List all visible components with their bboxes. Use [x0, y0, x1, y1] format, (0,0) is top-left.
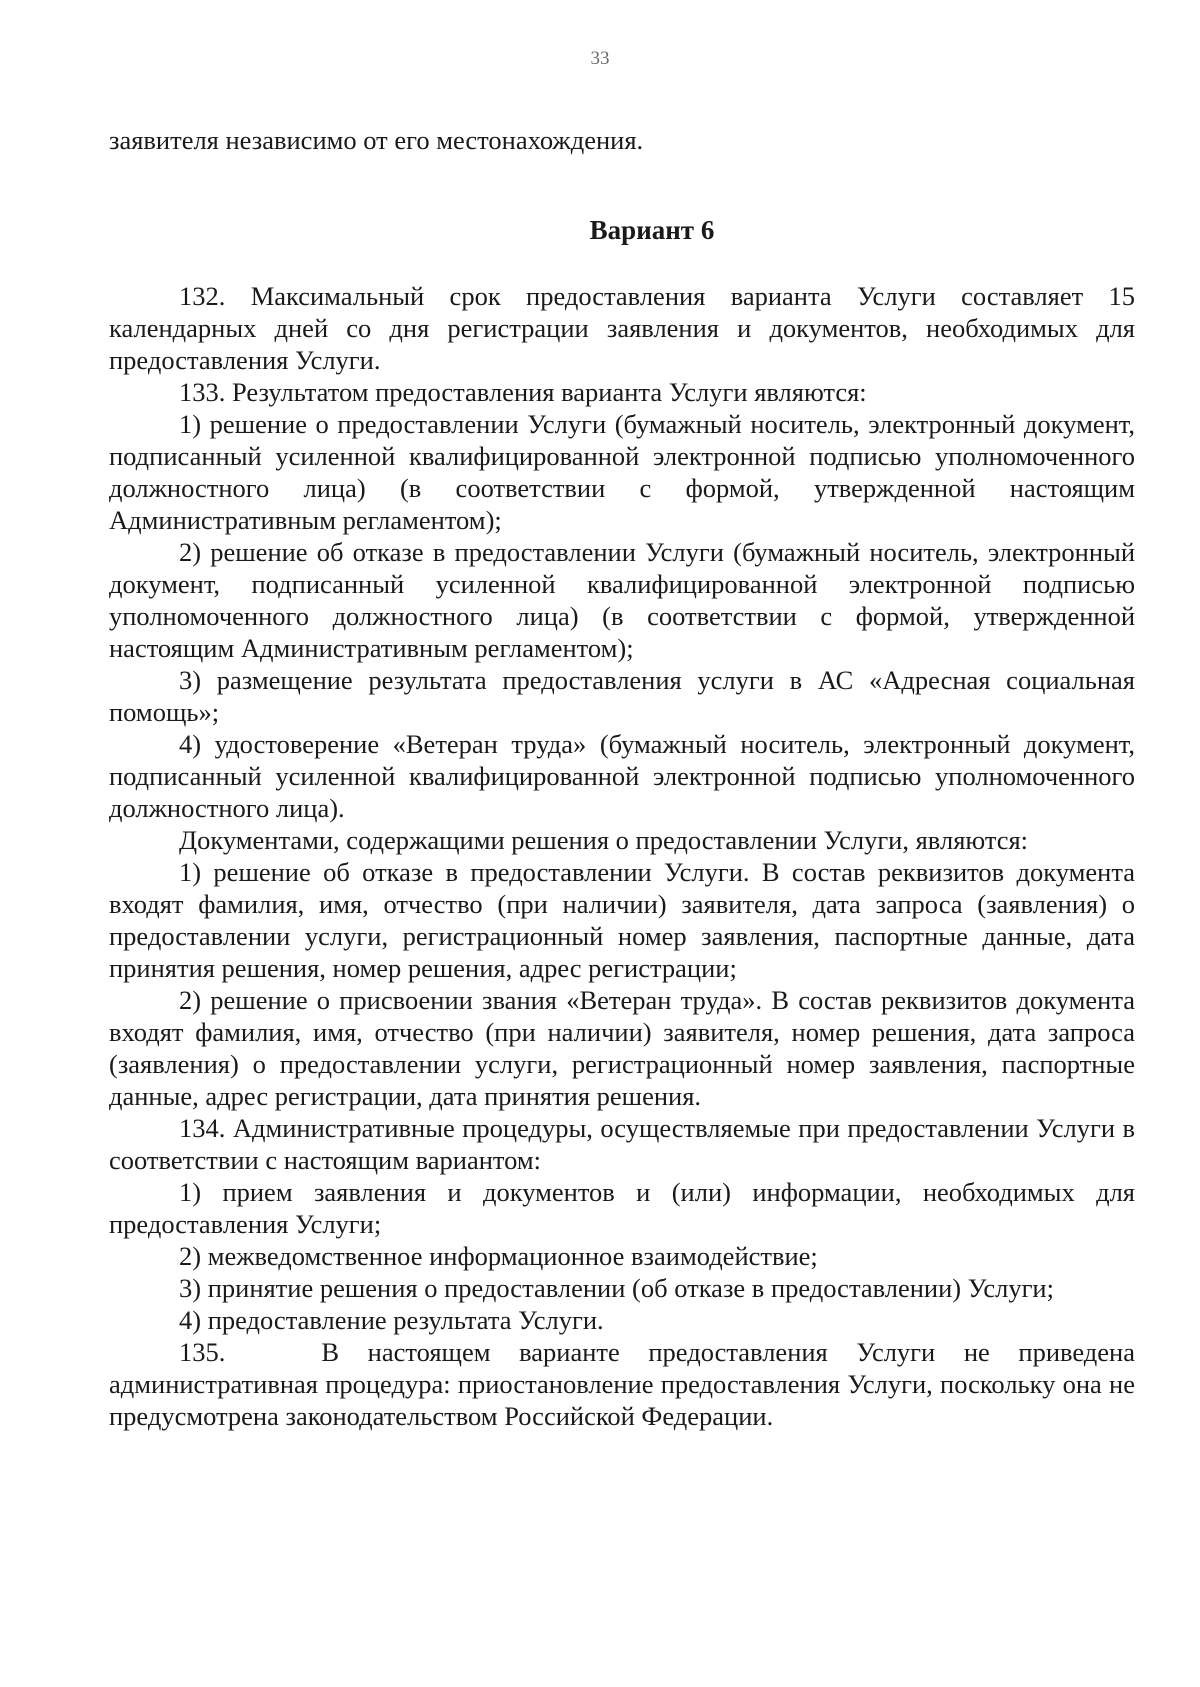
paragraph-133-item-1: 1) решение о предоставлении Услуги (бумажный носитель, электронный документ, подписанный усиленной квалифицированной электронной подписью уполномоченного должностного лица) (в соответствии с формой, утвержденной настоящим Административным регламентом); [109, 409, 1135, 535]
documents-intro: Документами, содержащими решения о предоставлении Услуги, являются: [179, 825, 1029, 855]
paragraph-133-item-2: 2) решение об отказе в предоставлении Услуги (бумажный носитель, электронный документ, подписанный усиленной квалифицированной электронной подписью уполномоченного должностного лица) (в соответствии с формой, утвержденной настоящим Административным регламентом); [109, 537, 1135, 663]
paragraph-134-item-3: 3) принятие решения о предоставлении (об отказе в предоставлении) Услуги; [179, 1273, 1054, 1303]
documents-item-2: 2) решение о присвоении звания «Ветеран труда». В состав реквизитов документа входят фамилия, имя, отчество (при наличии) заявителя, номер решения, дата запроса (заявления) о предоставлении услуги, регистрационный номер заявления, паспортные данные, адрес регистрации, дата принятия решения. [109, 985, 1135, 1111]
paragraph-135-text: В настоящем варианте предоставления Услуги не приведена административная процедура: приостановление предоставления Услуги, поскольку она не предусмотрена законодательством Российской Федерации. [109, 1337, 1135, 1431]
paragraph-134-item-2: 2) межведомственное информационное взаимодействие; [179, 1241, 818, 1271]
paragraph-135-number: 135. [179, 1337, 226, 1367]
paragraph-132: 132. Максимальный срок предоставления варианта Услуги составляет 15 календарных дней со дня регистрации заявления и документов, необходимых для предоставления Услуги. [109, 281, 1135, 375]
section-heading: Вариант 6 [589, 215, 715, 245]
paragraph-135 [109, 1336, 1135, 1432]
document-body [109, 124, 1135, 1432]
paragraph-133-item-4: 4) удостоверение «Ветеран труда» (бумажный носитель, электронный документ, подписанный усиленной квалифицированной электронной подписью уполномоченного должностного лица). [109, 729, 1135, 823]
paragraph-133: 133. Результатом предоставления варианта Услуги являются: [179, 377, 867, 407]
paragraph-134-item-1: 1) прием заявления и документов и (или) информации, необходимых для предоставления Услуги; [109, 1177, 1135, 1239]
intro-line: заявителя независимо от его местонахождения. [109, 125, 644, 155]
page-number: 33 [590, 48, 610, 69]
documents-item-1: 1) решение об отказе в предоставлении Услуги. В состав реквизитов документа входят фамилия, имя, отчество (при наличии) заявителя, дата запроса (заявления) о предоставлении услуги, регистрационный номер заявления, паспортные данные, дата принятия решения, номер решения, адрес регистрации; [109, 857, 1135, 983]
paragraph-133-item-3: 3) размещение результата предоставления услуги в АС «Адресная социальная помощь»; [109, 665, 1135, 727]
paragraph-134-item-4: 4) предоставление результата Услуги. [179, 1305, 604, 1335]
paragraph-134: 134. Административные процедуры, осуществляемые при предоставлении Услуги в соответствии с настоящим вариантом: [109, 1113, 1135, 1175]
